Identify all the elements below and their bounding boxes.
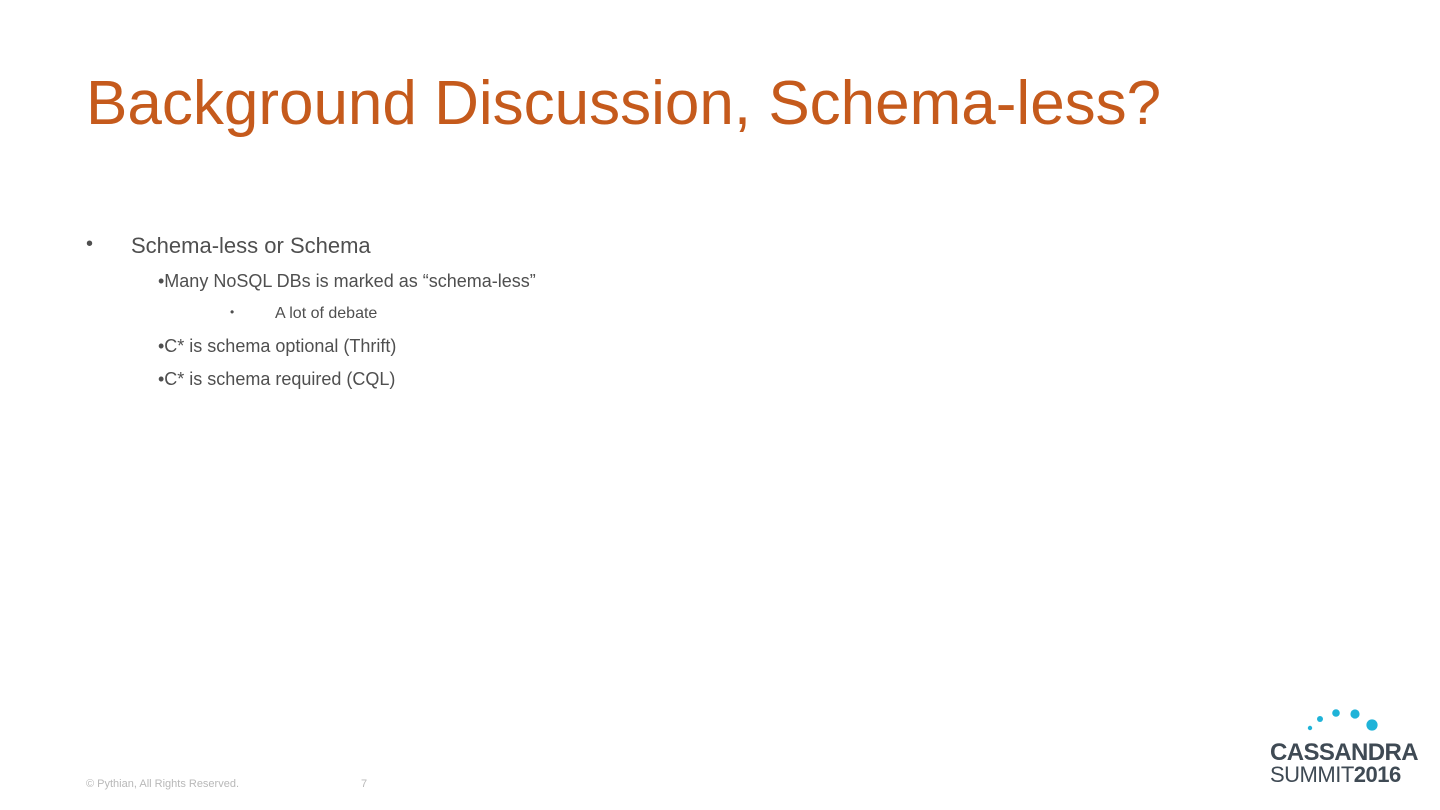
logo-summit-word: SUMMIT xyxy=(1270,762,1354,787)
logo-dot-3 xyxy=(1332,709,1340,717)
logo-cassandra-text: CASSANDRA xyxy=(1270,739,1418,766)
bullet-nosql-schema-less: •Many NoSQL DBs is marked as “schema-less” xyxy=(158,271,536,291)
page-number: 7 xyxy=(361,778,368,790)
footer-copyright: © Pythian, All Rights Reserved. xyxy=(86,778,240,790)
logo-dot-1 xyxy=(1308,726,1312,730)
bullet-marker: • xyxy=(86,233,94,255)
logo-dots-icon xyxy=(1268,704,1418,740)
logo-dot-5 xyxy=(1366,719,1377,730)
logo-summit-text xyxy=(1270,764,1401,786)
sub-bullet-marker: • xyxy=(230,305,235,319)
logo-dot-4 xyxy=(1350,709,1359,718)
logo-year: 2016 xyxy=(1353,762,1401,787)
bullet-schema-optional-thrift: •C* is schema optional (Thrift) xyxy=(158,336,397,356)
bullet-schema-required-cql: •C* is schema required (CQL) xyxy=(158,369,396,389)
logo-dot-2 xyxy=(1317,716,1323,722)
slide-title: Background Discussion, Schema-less? xyxy=(86,69,1162,138)
bullet-a-lot-of-debate: A lot of debate xyxy=(275,305,378,322)
bullet-schema-less-or-schema: Schema-less or Schema xyxy=(131,233,371,258)
cassandra-summit-logo xyxy=(1268,704,1418,788)
